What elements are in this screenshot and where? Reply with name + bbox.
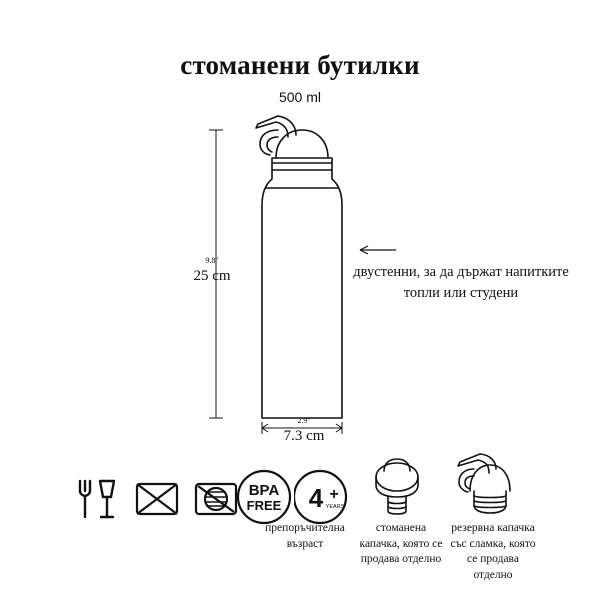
wall-annotation: двустенни, за да държат напитките топли или студени (353, 264, 569, 302)
bpa-free-icon (236, 469, 292, 525)
straw-cap-icon (452, 451, 526, 517)
steel-cap-caption: стоманена капачка, която се продава отделно (359, 522, 443, 566)
age-plus: + (329, 486, 339, 503)
width-metric-label: 7.3 cm (283, 428, 325, 444)
food-safe-icon (72, 475, 120, 523)
no-dishwasher-icon (192, 475, 240, 523)
page-title: стоманени бутилки (180, 50, 420, 80)
age-caption: препоръчителна възраст (265, 522, 345, 550)
age-4-plus-icon (294, 469, 352, 525)
height-imperial-label: 9.8" (205, 256, 219, 265)
steel-cap-icon (362, 455, 432, 517)
age-years-label: YEARS (325, 504, 345, 510)
no-microwave-icon (133, 475, 181, 523)
icon-row (0, 455, 600, 600)
height-metric-label: 25 cm (193, 268, 231, 284)
bpa-label-line1: BPA (248, 482, 280, 499)
age-number: 4 (308, 483, 324, 513)
volume-label: 500 ml (278, 89, 322, 105)
width-imperial-label: 2.9" (297, 416, 311, 425)
straw-cap-caption: резервна капачка със сламка, която се продава отделно (450, 522, 536, 581)
bpa-label-line2: FREE (246, 498, 282, 513)
